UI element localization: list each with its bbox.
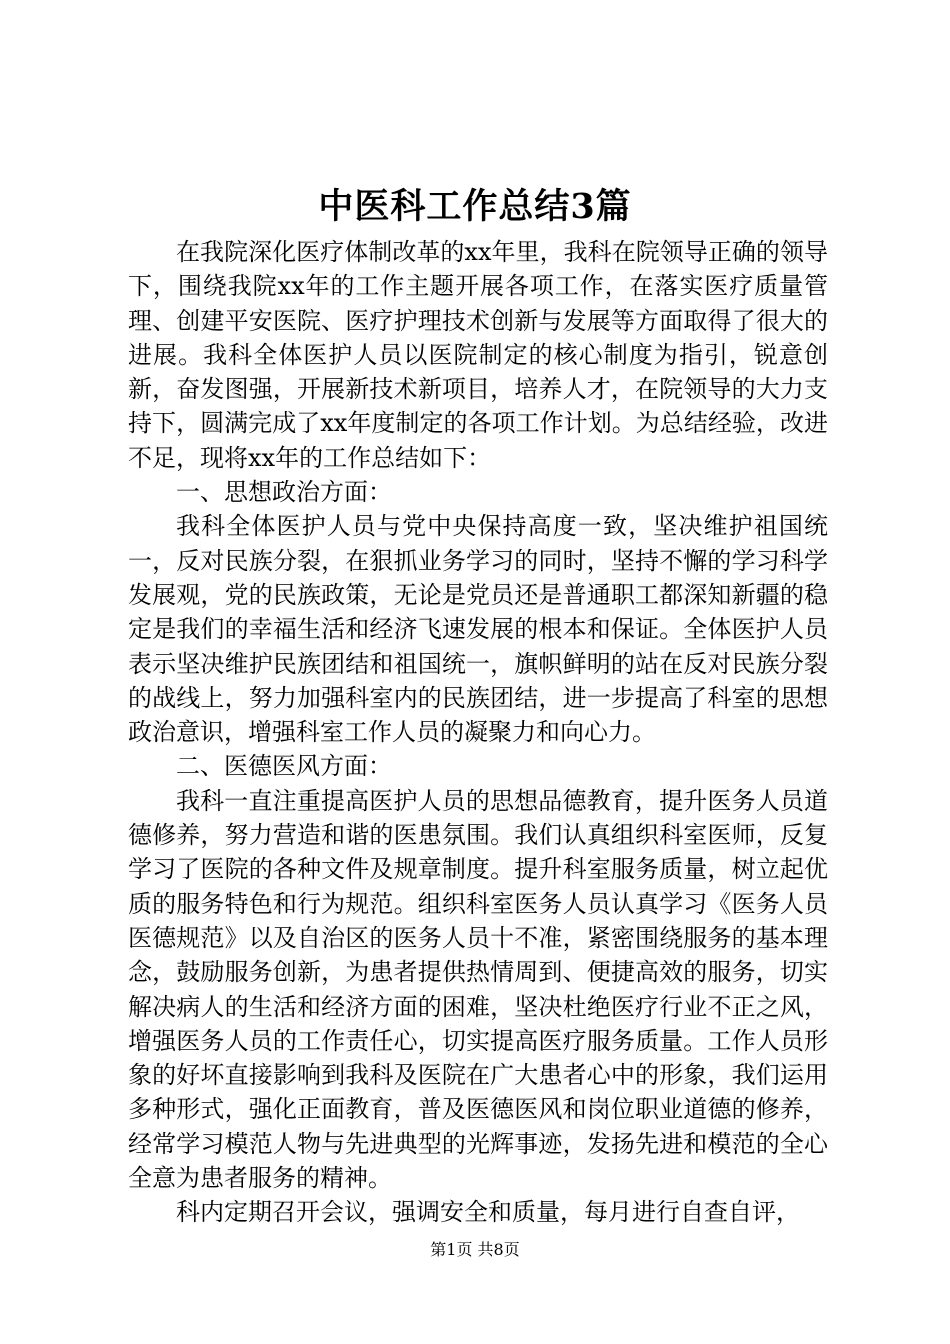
document-title: 中医科工作总结3篇 [318, 186, 632, 227]
page-footer: 第1页 共8页 [430, 1240, 520, 1259]
ethics-paragraph: 我科一直注重提高医护人员的思想品德教育，提升医务人员道德修养，努力营造和谐的医患氛围。我们认真组织科室医师，反复学习了医院的各种文件及规章制度。提升科室服务质量，树立起优质的服务特色和行为规范。组织科室医务人员认真学习《医务人员医德规范》以及自治区的医务人员十不准，紧密围绕服务的基本理念，鼓励服务创新，为患者提供热情周到、便捷高效的服务，切实解决病人的生活和经济方面的困难，坚决杜绝医疗行业不正之风，增强医务人员的工作责任心，切实提高医疗服务质量。工作人员形象的好坏直接影响到我科及医院在广大患者心中的形象，我们运用多种形式，强化正面教育，普及医德医风和岗位职业道德的修养，经常学习模范人物与先进典型的光辉事迹，发扬先进和模范的全心全意为患者服务的精神。 [128, 786, 828, 1193]
section-heading-ethics: 二、医德医风方面： [176, 752, 392, 781]
intro-paragraph: 在我院深化医疗体制改革的xx年里，我科在院领导正确的领导下，围绕我院xx年的工作主题开展各项工作，在落实医疗质量管理、创建平安医院、医疗护理技术创新与发展等方面取得了很大的进展。我科全体医护人员以医院制定的核心制度为指引，锐意创新，奋发图强，开展新技术新项目，培养人才，在院领导的大力支持下，圆满完成了xx年度制定的各项工作计划。为总结经验，改进不足，现将xx年的工作总结如下： [128, 238, 828, 472]
document-body [128, 235, 828, 1230]
section-heading-political: 一、思想政治方面： [176, 478, 392, 507]
meeting-paragraph: 科内定期召开会议，强调安全和质量，每月进行自查自评， [176, 1198, 800, 1227]
political-paragraph: 我科全体医护人员与党中央保持高度一致，坚决维护祖国统一，反对民族分裂，在狠抓业务学习的同时，坚持不懈的学习科学发展观，党的民族政策，无论是党员还是普通职工都深知新疆的稳定是我们的幸福生活和经济飞速发展的根本和保证。全体医护人员表示坚决维护民族团结和祖国统一，旗帜鲜明的站在反对民族分裂的战线上，努力加强科室内的民族团结，进一步提高了科室的思想政治意识，增强科室工作人员的凝聚力和向心力。 [128, 512, 828, 747]
